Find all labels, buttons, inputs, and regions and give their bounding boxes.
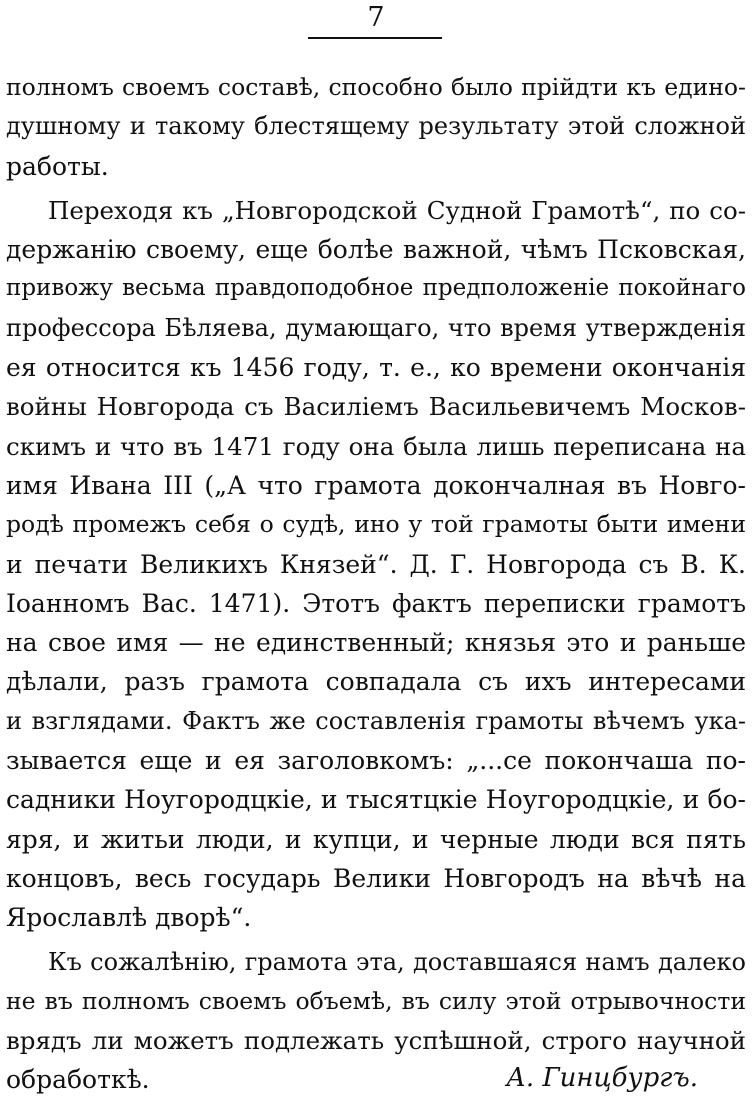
text-line: обработкѣ. — [6, 1065, 150, 1095]
text-line: родѣ промежъ себя о судѣ, ино у той грамоты быти имени — [6, 510, 746, 539]
text-line: Переходя къ „Новгородской Судной Грамотѣ“, по со- — [48, 195, 746, 225]
text-line: Ярославлѣ дворѣ“. — [6, 903, 252, 933]
text-line: не въ полномъ своемъ объемѣ, въ силу этой отрывочности — [6, 986, 746, 1015]
text-line: Къ сожалѣнію, грамота эта, доставшаяся намъ далеко — [48, 947, 746, 976]
text-line: привожу весьма правдоподобное предположеніе покойнаго — [6, 275, 746, 302]
text-line: Іоанномъ Вас. 1471). Этотъ фактъ переписки грамотъ — [6, 588, 746, 618]
text-line: и взглядами. Фактъ же составленія грамоты вѣчемъ ука- — [6, 706, 746, 735]
text-line: садники Ноугородцкіе, и тысятцкіе Ноугородцкіе, и бо- — [6, 785, 746, 815]
text-line: скимъ и что въ 1471 году она была лишь переписана на — [6, 431, 746, 461]
text-line: ея относится къ 1456 году, т. е., ко времени окончанія — [6, 353, 746, 383]
text-line: войны Новгорода съ Василіемъ Васильевичемъ Москов- — [6, 392, 746, 422]
text-line: имя Ивана III („А что грамота докончалная въ Новго- — [6, 470, 746, 500]
text-line: душному и такому блестящему результату этой сложной — [6, 112, 746, 141]
body-text — [6, 68, 746, 1100]
text-line: полномъ своемъ составѣ, способно было прійдти къ едино- — [6, 73, 746, 101]
text-line: профессора Бѣляева, думающаго, что время утвержденія — [6, 313, 746, 342]
author-signature: А. Гинцбургъ. — [506, 1063, 698, 1093]
text-line: зывается еще и ея заголовкомъ: „...се покончаша по- — [6, 746, 746, 776]
text-line: на свое имя — не единственный; князья это и раньше — [6, 628, 746, 658]
text-line: держанію своему, еще болѣе важной, чѣмъ Псковская, — [6, 235, 746, 265]
header-rule — [308, 37, 442, 39]
text-line: работы. — [6, 151, 109, 181]
text-line: и печати Великихъ Князей“. Д. Г. Новгорода съ В. К. — [6, 549, 746, 579]
text-line: яря, и житьи люди, и купци, и черные люди вся пять — [6, 824, 746, 854]
text-line: дѣлали, разъ грамота совпадала съ ихъ интересами — [6, 667, 746, 697]
page-number: 7 — [367, 2, 385, 33]
text-line: врядъ ли можетъ подлежать успѣшной, строго научной — [6, 1026, 746, 1056]
text-line: концовъ, весь государь Велики Новгородъ на вѣчѣ на — [6, 863, 746, 893]
